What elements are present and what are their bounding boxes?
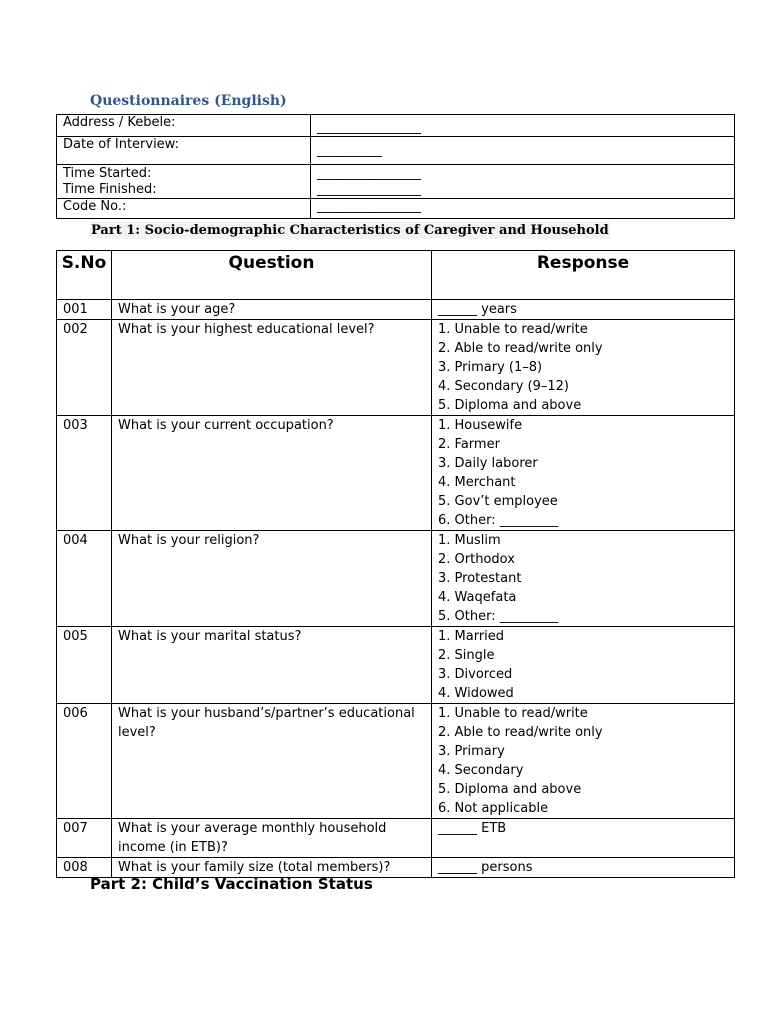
- row-question: What is your age?: [112, 300, 432, 320]
- row-sno: 007: [57, 819, 112, 858]
- time-finished-label: Time Finished:: [63, 182, 157, 197]
- response-option[interactable]: 5. Diploma and above: [438, 782, 582, 797]
- row-question: What is your marital status?: [112, 627, 432, 704]
- row-response[interactable]: [432, 858, 735, 878]
- response-option[interactable]: 4. Secondary (9–12): [438, 379, 569, 394]
- response-option[interactable]: 1. Unable to read/write: [438, 322, 588, 337]
- response-option[interactable]: ______ persons: [438, 860, 533, 875]
- response-option[interactable]: 6. Not applicable: [438, 801, 549, 816]
- time-finished-blank: ________________: [317, 182, 421, 197]
- response-option[interactable]: 2. Farmer: [438, 437, 500, 452]
- response-option[interactable]: 4. Widowed: [438, 686, 514, 701]
- response-option[interactable]: 5. Gov’t employee: [438, 494, 558, 509]
- response-option[interactable]: 1. Housewife: [438, 418, 523, 433]
- row-response[interactable]: [432, 819, 735, 858]
- row-response[interactable]: [432, 300, 735, 320]
- row-sno: 002: [57, 320, 112, 416]
- response-option[interactable]: 3. Primary (1–8): [438, 360, 543, 375]
- row-question: What is your highest educational level?: [112, 320, 432, 416]
- row-response[interactable]: [432, 531, 735, 627]
- row-response[interactable]: [432, 416, 735, 531]
- row-sno: 008: [57, 858, 112, 878]
- code-no-label: Code No.:: [57, 199, 311, 219]
- response-option[interactable]: 4. Secondary: [438, 763, 524, 778]
- response-option[interactable]: 5. Diploma and above: [438, 398, 582, 413]
- response-option[interactable]: 4. Merchant: [438, 475, 516, 490]
- row-sno: 006: [57, 704, 112, 819]
- table-row: [57, 627, 735, 704]
- table-row: [57, 704, 735, 819]
- page-title: Questionnaires (English): [90, 93, 287, 109]
- row-question: What is your current occupation?: [112, 416, 432, 531]
- response-option[interactable]: ______ years: [438, 302, 517, 317]
- code-blank: ________________: [317, 199, 421, 214]
- response-header: Response: [432, 251, 735, 300]
- table-row: [57, 300, 735, 320]
- response-option[interactable]: 6. Other: _________: [438, 513, 559, 528]
- part2-heading: Part 2: Child’s Vaccination Status: [90, 875, 373, 893]
- response-option[interactable]: 2. Single: [438, 648, 495, 663]
- row-response[interactable]: [432, 320, 735, 416]
- date-of-interview-field[interactable]: [311, 137, 735, 165]
- response-option[interactable]: 2. Able to read/write only: [438, 725, 603, 740]
- part1-heading: Part 1: Socio-demographic Characteristics of Caregiver and Household: [91, 223, 609, 238]
- address-field[interactable]: [311, 115, 735, 137]
- questionnaire-table: [56, 250, 735, 878]
- row-sno: 005: [57, 627, 112, 704]
- response-option[interactable]: 1. Married: [438, 629, 505, 644]
- table-row: [57, 416, 735, 531]
- row-question: What is your husband’s/partner’s educational level?: [112, 704, 432, 819]
- response-option[interactable]: 2. Able to read/write only: [438, 341, 603, 356]
- row-sno: 001: [57, 300, 112, 320]
- code-no-field[interactable]: [311, 199, 735, 219]
- response-option[interactable]: 1. Muslim: [438, 533, 501, 548]
- interview-info-table: [56, 114, 735, 219]
- time-started-label: Time Started:: [63, 166, 152, 181]
- row-question: What is your average monthly household income (in ETB)?: [112, 819, 432, 858]
- response-option[interactable]: ______ ETB: [438, 821, 507, 836]
- table-row: [57, 819, 735, 858]
- row-response[interactable]: [432, 704, 735, 819]
- row-question: What is your family size (total members)?: [112, 858, 432, 878]
- question-header: Question: [112, 251, 432, 300]
- table-row: [57, 320, 735, 416]
- row-question: What is your religion?: [112, 531, 432, 627]
- response-option[interactable]: 2. Orthodox: [438, 552, 515, 567]
- address-blank: ________________: [317, 120, 421, 135]
- time-field[interactable]: [311, 165, 735, 199]
- response-option[interactable]: 3. Primary: [438, 744, 505, 759]
- address-label: Address / Kebele:: [57, 115, 311, 137]
- response-option[interactable]: 1. Unable to read/write: [438, 706, 588, 721]
- response-option[interactable]: 5. Other: _________: [438, 609, 559, 624]
- date-of-interview-label: Date of Interview:: [57, 137, 311, 165]
- table-row: [57, 531, 735, 627]
- response-option[interactable]: 4. Waqefata: [438, 590, 517, 605]
- sno-header: S.No: [57, 251, 112, 300]
- time-started-blank: ________________: [317, 166, 421, 181]
- response-option[interactable]: 3. Divorced: [438, 667, 513, 682]
- row-sno: 003: [57, 416, 112, 531]
- date-blank: __________: [317, 142, 382, 158]
- row-sno: 004: [57, 531, 112, 627]
- row-response[interactable]: [432, 627, 735, 704]
- time-label-cell: [57, 165, 311, 199]
- response-option[interactable]: 3. Protestant: [438, 571, 522, 586]
- response-option[interactable]: 3. Daily laborer: [438, 456, 538, 471]
